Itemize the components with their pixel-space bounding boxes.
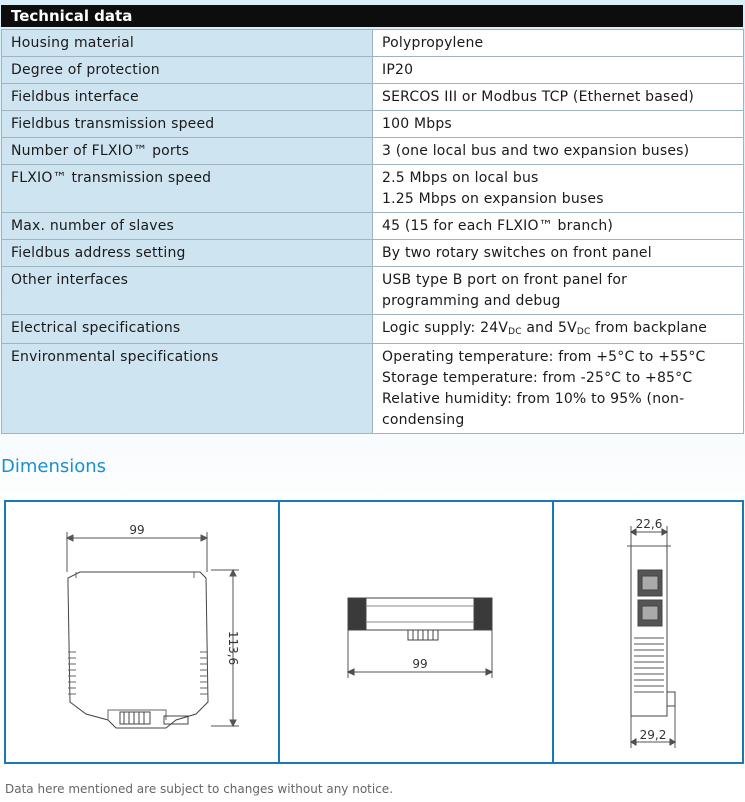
spec-value: USB type B port on front panel for programming and debug (373, 267, 744, 315)
table-row (2, 165, 744, 213)
dimensions-title: Dimensions (1, 456, 107, 477)
spec-label: Fieldbus transmission speed (2, 111, 373, 138)
side-width-label: 99 (129, 523, 145, 537)
table-row (2, 315, 744, 344)
spec-label: Fieldbus address setting (2, 240, 373, 267)
table-row (2, 84, 744, 111)
front-top-width-label: 22,6 (635, 517, 663, 531)
table-row (2, 344, 744, 434)
spec-value: 3 (one local bus and two expansion buses) (373, 138, 744, 165)
spec-value: 100 Mbps (373, 111, 744, 138)
spec-value: By two rotary switches on front panel (373, 240, 744, 267)
din-clip (667, 692, 675, 706)
table-row (2, 267, 744, 315)
side-height-label: 113,6 (226, 630, 240, 666)
spec-value: Operating temperature: from +5°C to +55°C Storage temperature: from -25°C to +85°C Relative humidity: from 10% to 95% (non- condensing (373, 344, 744, 434)
housing-outline (68, 572, 208, 728)
right-clip (474, 598, 492, 630)
table-row (2, 30, 744, 57)
side-view-panel (4, 500, 280, 764)
module-bottom-outline (348, 598, 492, 630)
bottom-view-drawing (280, 502, 552, 762)
spec-label: Fieldbus interface (2, 84, 373, 111)
spec-value: Polypropylene (373, 30, 744, 57)
technical-data-table (1, 29, 744, 434)
left-clip (348, 598, 366, 630)
spec-label: Max. number of slaves (2, 213, 373, 240)
table-row (2, 111, 744, 138)
front-bottom-width-label: 29,2 (639, 728, 667, 742)
front-view-drawing (554, 502, 742, 762)
spec-value: 2.5 Mbps on local bus 1.25 Mbps on expansion buses (373, 165, 744, 213)
spec-label: Housing material (2, 30, 373, 57)
spec-value: SERCOS III or Modbus TCP (Ethernet based) (373, 84, 744, 111)
spec-label: Degree of protection (2, 57, 373, 84)
spec-value: IP20 (373, 57, 744, 84)
technical-data-title: Technical data (1, 5, 743, 27)
spec-value: 45 (15 for each FLXIO™ branch) (373, 213, 744, 240)
spec-value: Logic supply: 24VDC and 5VDC from backplane (373, 315, 744, 344)
side-view-drawing (6, 502, 278, 762)
spec-label: Environmental specifications (2, 344, 373, 434)
spec-label: Number of FLXIO™ ports (2, 138, 373, 165)
table-row (2, 213, 744, 240)
bottom-view-panel (278, 500, 554, 764)
table-row (2, 57, 744, 84)
table-row (2, 240, 744, 267)
spec-label: FLXIO™ transmission speed (2, 165, 373, 213)
spec-label: Other interfaces (2, 267, 373, 315)
spec-label: Electrical specifications (2, 315, 373, 344)
footer-notice: Data here mentioned are subject to changes without any notice. (5, 782, 394, 796)
bottom-width-label: 99 (412, 657, 428, 671)
table-row (2, 138, 744, 165)
front-view-panel (552, 500, 744, 764)
